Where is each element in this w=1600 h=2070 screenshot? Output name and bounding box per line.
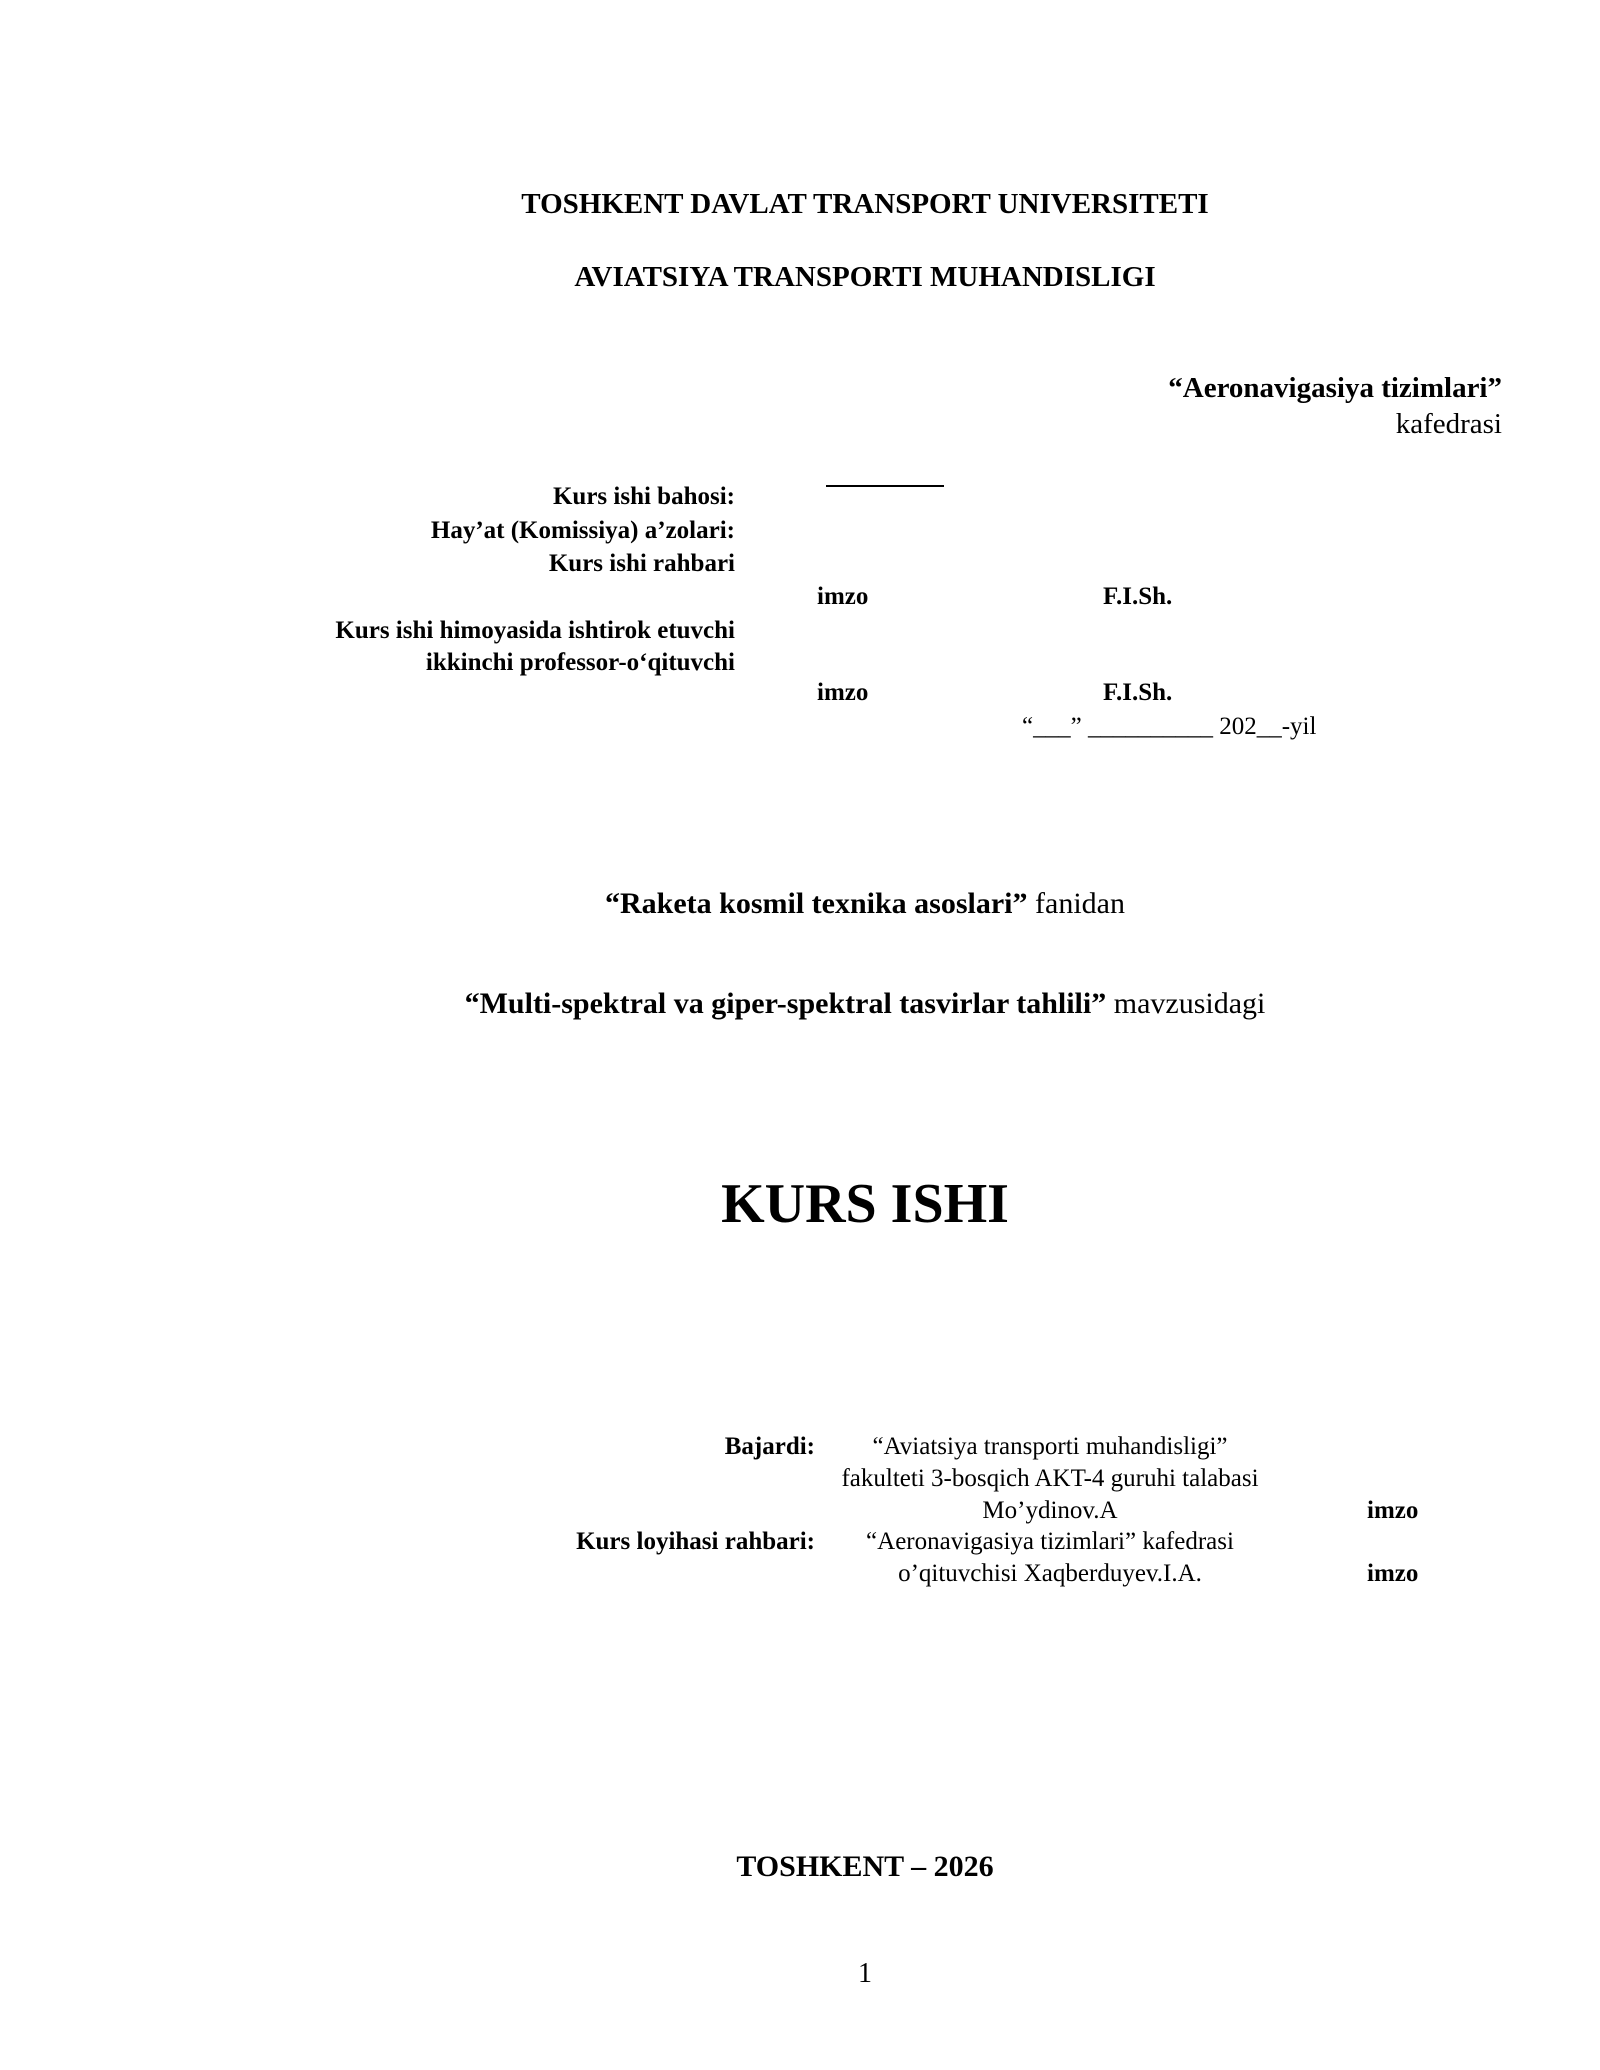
university-name: TOSHKENT DAVLAT TRANSPORT UNIVERSITETI	[521, 188, 1209, 220]
topic-line	[0, 987, 1600, 1021]
project-lead-label: Kurs loyihasi rahbari:	[576, 1528, 815, 1555]
commission-label: Hay’at (Komissiya) a’zolari:	[430, 517, 735, 544]
topic-name: “Multi-spektral va giper-spektral tasvirlar tahlili”	[464, 987, 1107, 1020]
grade-blank-line	[826, 485, 944, 487]
performer-line2: fakulteti 3-bosqich AKT-4 guruhi talabasi	[841, 1465, 1259, 1492]
supervisor-label: Kurs ishi rahbari	[548, 550, 735, 577]
performer-signature-label: imzo	[1367, 1497, 1419, 1524]
subject-suffix: fanidan	[1027, 887, 1125, 920]
project-lead-line2: o’qituvchisi Xaqberduyev.I.A.	[898, 1560, 1202, 1587]
supervisor-signature-label: imzo	[817, 583, 869, 610]
faculty-name: AVIATSIYA TRANSPORTI MUHANDISLIGI	[574, 261, 1156, 293]
project-lead-line1: “Aeronavigasiya tizimlari” kafedrasi	[866, 1528, 1234, 1555]
project-lead-signature-label: imzo	[1367, 1560, 1419, 1587]
document-title: KURS ISHI	[721, 1173, 1009, 1235]
topic-suffix: mavzusidagi	[1106, 987, 1266, 1020]
second-professor-name-label: F.I.Sh.	[1103, 679, 1173, 706]
performer-line1: “Aviatsiya transporti muhandisligi”	[872, 1433, 1228, 1460]
performer-name: Mo’ydinov.A	[982, 1497, 1118, 1524]
subject-name: “Raketa kosmil texnika asoslari”	[605, 887, 1028, 920]
supervisor-name-label: F.I.Sh.	[1103, 583, 1173, 610]
second-professor-label-line1: Kurs ishi himoyasida ishtirok etuvchi	[335, 617, 735, 644]
grade-label: Kurs ishi bahosi:	[552, 483, 735, 510]
subject-line	[0, 887, 1600, 921]
second-professor-signature-label: imzo	[817, 679, 869, 706]
department-name: “Aeronavigasiya tizimlari”	[1168, 372, 1502, 404]
page-number: 1	[858, 1958, 872, 1989]
second-professor-label-line2: ikkinchi professor-o‘qituvchi	[425, 649, 735, 676]
city-year: TOSHKENT – 2026	[736, 1850, 994, 1883]
performer-label: Bajardi:	[724, 1433, 815, 1460]
department-suffix: kafedrasi	[1395, 408, 1502, 440]
date-line: “___” __________ 202__-yil	[1022, 713, 1317, 740]
